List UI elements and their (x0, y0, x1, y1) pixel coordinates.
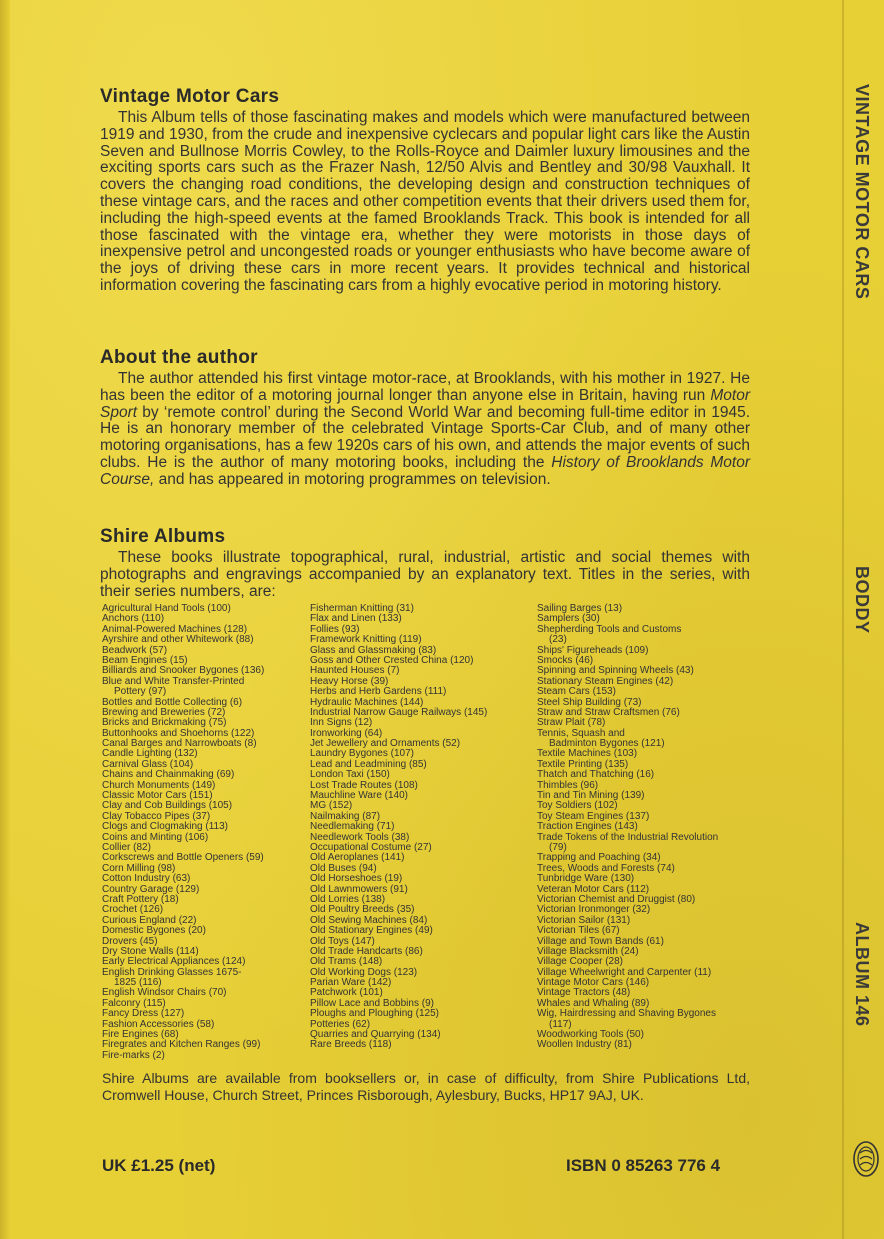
series-title-item: Bottles and Bottle Collecting (6) (102, 696, 243, 708)
titles-column-1 (102, 604, 264, 1061)
series-title-item: Glass and Glassmaking (83) (310, 644, 437, 656)
series-title-item: Rare Breeds (118) (310, 1039, 392, 1051)
series-title-item: Ayrshire and other Whitework (88) (102, 634, 254, 646)
series-title-item: Patchwork (101) (310, 987, 383, 999)
about-author-section (100, 347, 750, 489)
series-title-item: Carnival Glass (104) (102, 758, 194, 770)
series-title-item: Toy Steam Engines (137) (537, 810, 650, 822)
series-title-item: Craft Pottery (18) (102, 893, 179, 905)
series-title-item: Smocks (46) (537, 654, 594, 666)
series-title-item: Trapping and Poaching (34) (537, 852, 661, 864)
series-title-item: Fancy Dress (127) (102, 1008, 185, 1020)
availability-note: Shire Albums are available from booksellers or, in case of difficulty, from Shire Publications Ltd, Cromwell House, Church Street, Princes Risborough, Aylesbury, Bucks, HP17 9AJ, UK. (102, 1070, 750, 1103)
series-title-item: Pottery (97) (114, 686, 167, 698)
series-title-item: Church Monuments (149) (102, 779, 216, 791)
series-title-item: Ships' Figureheads (109) (537, 644, 649, 656)
series-title-item: Corn Milling (98) (102, 862, 176, 874)
series-title-item: Lead and Leadmining (85) (310, 758, 427, 770)
series-title-item: Buttonhooks and Shoehorns (122) (102, 727, 255, 739)
series-title-item: Textile Printing (135) (537, 758, 629, 770)
series-title-item: Village Blacksmith (24) (537, 945, 639, 957)
series-title-item: Thimbles (96) (537, 779, 599, 791)
series-title-item: Victorian Chemist and Druggist (80) (537, 893, 696, 905)
author-description: The author attended his first vintage motor-race, at Brooklands, with his mother in 1927. He has been the editor of a motoring journal longer than anyone else in Britain, having run Motor Sport by ‘remote control’ during the Second World War and becoming full-time editor in 1945. He is an honorary member of the celebrated Vintage Sports-Car Club, and of many other motoring organisations, has a few 1920s cars of his own, and attends the major events of such clubs. He is the author of many motoring books, including the History of Brooklands Motor Course, and has appeared in motoring programmes on television. (100, 370, 750, 488)
series-title-item: Old Working Dogs (123) (310, 966, 418, 978)
series-title-item: Steam Cars (153) (537, 686, 616, 698)
series-title-item: Old Toys (147) (310, 935, 375, 947)
series-title-item: (23) (549, 634, 567, 646)
series-title-item: (79) (549, 841, 567, 853)
series-title-item: Woodworking Tools (50) (537, 1029, 644, 1041)
series-title-item: Veteran Motor Cars (112) (537, 883, 650, 895)
series-title-item: Classic Motor Cars (151) (102, 790, 213, 802)
series-title-item: Nailmaking (87) (310, 810, 381, 822)
spine-fold-line (842, 0, 844, 1239)
isbn: ISBN 0 85263 776 4 (566, 1156, 721, 1175)
series-title-item: Wig, Hairdressing and Shaving Bygones (537, 1008, 716, 1020)
series-title-item: Agricultural Hand Tools (100) (102, 603, 231, 614)
series-title-item: Needlemaking (71) (310, 821, 395, 833)
series-title-item: Jet Jewellery and Ornaments (52) (310, 738, 461, 750)
series-title-item: Follies (93) (310, 623, 360, 635)
series-title-item: Straw and Straw Craftsmen (76) (537, 706, 680, 718)
series-title-item: Whales and Whaling (89) (537, 997, 650, 1009)
author-heading: About the author (100, 347, 258, 368)
series-title-item: Old Lawnmowers (91) (310, 883, 408, 895)
series-title-item: Parian Ware (142) (310, 977, 392, 989)
titles-column-2 (310, 604, 487, 1051)
series-title-item: Beam Engines (15) (102, 654, 188, 666)
series-title-item: Blue and White Transfer-Printed (102, 675, 245, 687)
vintage-motor-cars-section (100, 86, 750, 295)
series-title-item: Candle Lighting (132) (102, 748, 198, 760)
series-title-item: Ploughs and Ploughing (125) (310, 1008, 439, 1020)
price: UK £1.25 (net) (102, 1156, 216, 1175)
series-title-item: Old Horseshoes (19) (310, 873, 403, 885)
series-title-item: Old Sewing Machines (84) (310, 914, 428, 926)
series-title-item: Victorian Ironmonger (32) (537, 904, 651, 916)
series-title-item: Collier (82) (102, 841, 151, 853)
series-title-item: Vintage Tractors (48) (537, 987, 631, 999)
series-title-item: Corkscrews and Bottle Openers (59) (102, 852, 264, 864)
series-title-item: Domestic Bygones (20) (102, 925, 206, 937)
series-title-item: Quarries and Quarrying (134) (310, 1029, 441, 1041)
series-title-item: Clogs and Clogmaking (113) (102, 821, 228, 833)
series-title-item: Lost Trade Routes (108) (310, 779, 418, 791)
series-title-item: Occupational Costume (27) (310, 841, 432, 853)
series-title-item: English Drinking Glasses 1675- (102, 966, 242, 978)
series-title-item: Billiards and Snooker Bygones (136) (102, 665, 265, 677)
series-title-item: Curious England (22) (102, 914, 197, 926)
series-title-item: Stationary Steam Engines (42) (537, 675, 674, 687)
series-title-item: Laundry Bygones (107) (310, 748, 414, 760)
series-title-item: Textile Machines (103) (537, 748, 638, 760)
series-title-item: Trade Tokens of the Industrial Revolution (537, 831, 719, 843)
series-title-item: Village Cooper (28) (537, 956, 623, 968)
series-title-item: Flax and Linen (133) (310, 613, 402, 625)
series-title-item: Badminton Bygones (121) (549, 738, 665, 750)
series-title-item: Drovers (45) (102, 935, 158, 947)
series-title-item: Old Buses (94) (310, 862, 377, 874)
series-title-item: Chains and Chainmaking (69) (102, 769, 235, 781)
series-title-item: Vintage Motor Cars (146) (537, 977, 650, 989)
series-title-item: Clay Tobacco Pipes (37) (102, 810, 211, 822)
series-title-item: 1825 (116) (114, 977, 162, 989)
series-title-item: Old Poultry Breeds (35) (310, 904, 415, 916)
series-title-item: Fire-marks (2) (102, 1049, 165, 1061)
series-title-item: Industrial Narrow Gauge Railways (145) (310, 706, 488, 718)
series-title-item: Crochet (126) (102, 904, 164, 916)
series-title-item: Traction Engines (143) (537, 821, 638, 833)
series-title-item: Falconry (115) (102, 997, 166, 1009)
series-title-item: Mauchline Ware (140) (310, 790, 409, 802)
series-title-item: Coins and Minting (106) (102, 831, 209, 843)
series-title-item: Framework Knitting (119) (310, 634, 422, 646)
vintage-description: This Album tells of those fascinating makes and models which were manufactured between 1919 and 1930, from the crude and inexpensive cyclecars and popular light cars like the Austin Seven and Bullnose Morris Cowley, to the Rolls-Royce and Daimler luxury limousines and the exciting sports cars such as the Frazer Nash, 12/50 Alvis and Bentley and 30/98 Vauxhall. It covers the changing road conditions, the developing design and construction techniques of these vintage cars, and the races and other competition events that their drivers used them for, including the high-speed events at the famed Brooklands Track. This book is intended for all those fascinated with the vintage era, whether they were motorists in those days of inexpensive petrol and uncongested roads or younger enthusiasts who have become aware of the joys of driving these cars in more recent years. It provides technical and historical information covering the fascinating cars from a highly evocative period in motoring history. (100, 109, 750, 294)
series-title-item: Steel Ship Building (73) (537, 696, 642, 708)
series-title-item: Victorian Tiles (67) (537, 925, 620, 937)
series-title-item: Hydraulic Machines (144) (310, 696, 424, 708)
series-title-item: Old Trade Handcarts (86) (310, 945, 423, 957)
spine-author: BODDY (852, 566, 872, 634)
series-title-item: Trees, Woods and Forests (74) (537, 862, 675, 874)
series-title-item: Fashion Accessories (58) (102, 1018, 215, 1030)
shire-description: These books illustrate topographical, rural, industrial, artistic and social themes with photographs and engravings accompanied by an explanatory text. Titles in the series, with their series numbers, are: (100, 549, 750, 600)
series-title-item: Firegrates and Kitchen Ranges (99) (102, 1039, 261, 1051)
series-title-item: London Taxi (150) (310, 769, 390, 781)
series-title-item: Tennis, Squash and (537, 727, 625, 739)
series-title-item: Old Trams (148) (310, 956, 383, 968)
series-title-item: Tin and Tin Mining (139) (537, 790, 645, 802)
series-title-item: English Windsor Chairs (70) (102, 987, 227, 999)
series-title-item: Goss and Other Crested China (120) (310, 654, 474, 666)
series-title-item: Early Electrical Appliances (124) (102, 956, 246, 968)
series-title-item: Old Aeroplanes (141) (310, 852, 405, 864)
series-title-item: Thatch and Thatching (16) (537, 769, 655, 781)
series-title-item: Tunbridge Ware (130) (537, 873, 635, 885)
series-title-item: Anchors (110) (102, 613, 165, 625)
series-title-item: Woollen Industry (81) (537, 1039, 632, 1051)
series-title-item: Beadwork (57) (102, 644, 168, 656)
shire-logo-icon (853, 1140, 879, 1178)
series-title-item: Potteries (62) (310, 1018, 371, 1030)
series-title-item: Herbs and Herb Gardens (111) (310, 686, 447, 698)
series-title-item: Village and Town Bands (61) (537, 935, 664, 947)
series-title-item: Straw Plait (78) (537, 717, 606, 729)
series-title-item: Brewing and Breweries (72) (102, 706, 226, 718)
series-title-item: Inn Signs (12) (310, 717, 373, 729)
series-title-item: Old Stationary Engines (49) (310, 925, 433, 937)
series-title-item: Heavy Horse (39) (310, 675, 389, 687)
shire-heading: Shire Albums (100, 526, 226, 547)
vintage-heading: Vintage Motor Cars (100, 86, 280, 107)
series-title-item: Canal Barges and Narrowboats (8) (102, 738, 257, 750)
spine-title: VINTAGE MOTOR CARS (852, 84, 872, 300)
series-title-item: Cotton Industry (63) (102, 873, 191, 885)
titles-column-3 (537, 604, 718, 1051)
series-title-item: Clay and Cob Buildings (105) (102, 800, 233, 812)
series-title-item: Country Garage (129) (102, 883, 200, 895)
series-title-item: Dry Stone Walls (114) (102, 945, 199, 957)
series-title-item: Old Lorries (138) (310, 893, 386, 905)
series-title-item: Haunted Houses (7) (310, 665, 400, 677)
series-title-item: Needlework Tools (38) (310, 831, 410, 843)
series-title-item: Fisherman Knitting (31) (310, 603, 414, 614)
series-title-item: Samplers (30) (537, 613, 600, 625)
series-title-item: Ironworking (64) (310, 727, 383, 739)
spine-album-number: ALBUM 146 (852, 922, 872, 1027)
series-title-item: Toy Soldiers (102) (537, 800, 618, 812)
series-title-item: Bricks and Brickmaking (75) (102, 717, 227, 729)
series-title-item: MG (152) (310, 800, 353, 812)
series-title-item: Spinning and Spinning Wheels (43) (537, 665, 694, 677)
series-title-item: Victorian Sailor (131) (537, 914, 631, 926)
series-title-item: Village Wheelwright and Carpenter (11) (537, 966, 712, 978)
series-title-item: Animal-Powered Machines (128) (102, 623, 248, 635)
series-title-item: Pillow Lace and Bobbins (9) (310, 997, 434, 1009)
cover-left-edge (0, 0, 10, 1239)
shire-albums-section (100, 526, 750, 600)
series-title-item: Fire Engines (68) (102, 1029, 179, 1041)
series-title-item: (117) (549, 1018, 572, 1030)
series-title-item: Shepherding Tools and Customs (537, 623, 682, 635)
series-title-item: Sailing Barges (13) (537, 603, 623, 614)
